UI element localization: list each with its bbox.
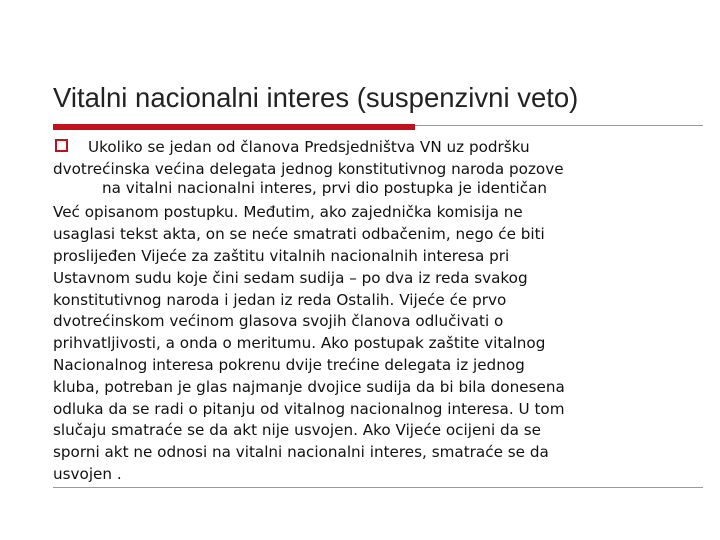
body-line: Ukoliko se jedan od članova Predsjedništva VN uz podršku xyxy=(88,138,530,156)
bullet-line xyxy=(53,137,713,159)
slide-body xyxy=(53,137,713,486)
body-line: usvojen . xyxy=(53,464,122,483)
footer-rule xyxy=(53,487,703,488)
slide-title: Vitalni nacionalni interes (suspenzivni veto) xyxy=(53,82,579,113)
body-line: sporni akt ne odnosi na vitalni nacionalni interes, smatraće se da xyxy=(53,443,549,462)
body-line: proslijeđen Vijeće za zaštitu vitalnih nacionalnih interesa pri xyxy=(53,246,510,265)
hollow-square-bullet-icon xyxy=(55,139,68,152)
body-line: usaglasi tekst akta, on se neće smatrati odbačenim, nego će biti xyxy=(53,225,545,244)
body-line: odluka da se radi o pitanju od vitalnog nacionalnog interesa. U tom xyxy=(53,399,565,418)
body-line: dvotrećinska većina delegata jednog konstitutivnog naroda pozove xyxy=(53,159,564,178)
body-line: kluba, potreban je glas najmanje dvojice sudija da bi bila donesena xyxy=(53,377,565,396)
body-line: Nacionalnog interesa pokrenu dvije trećine delegata iz jednog xyxy=(53,355,525,374)
title-underline-accent xyxy=(53,124,415,130)
body-line: na vitalni nacionalni interes, prvi dio postupka je identičan xyxy=(102,178,548,197)
body-line: slučaju smatraće se da akt nije usvojen. Ako Vijeće ocijeni da se xyxy=(53,421,542,440)
body-line: Već opisanom postupku. Međutim, ako zajednička komisija ne xyxy=(53,203,523,222)
title-underline-rule xyxy=(415,125,703,126)
body-line: Ustavnom sudu koje čini sedam sudija – po dva iz reda svakog xyxy=(53,268,528,287)
body-line: dvotrećinskom većinom glasova svojih članova odlučivati o xyxy=(53,312,504,331)
body-line: prihvatljivosti, a onda o meritumu. Ako postupak zaštite vitalnog xyxy=(53,334,546,353)
body-line: konstitutivnog naroda i jedan iz reda Ostalih. Vijeće će prvo xyxy=(53,290,507,309)
